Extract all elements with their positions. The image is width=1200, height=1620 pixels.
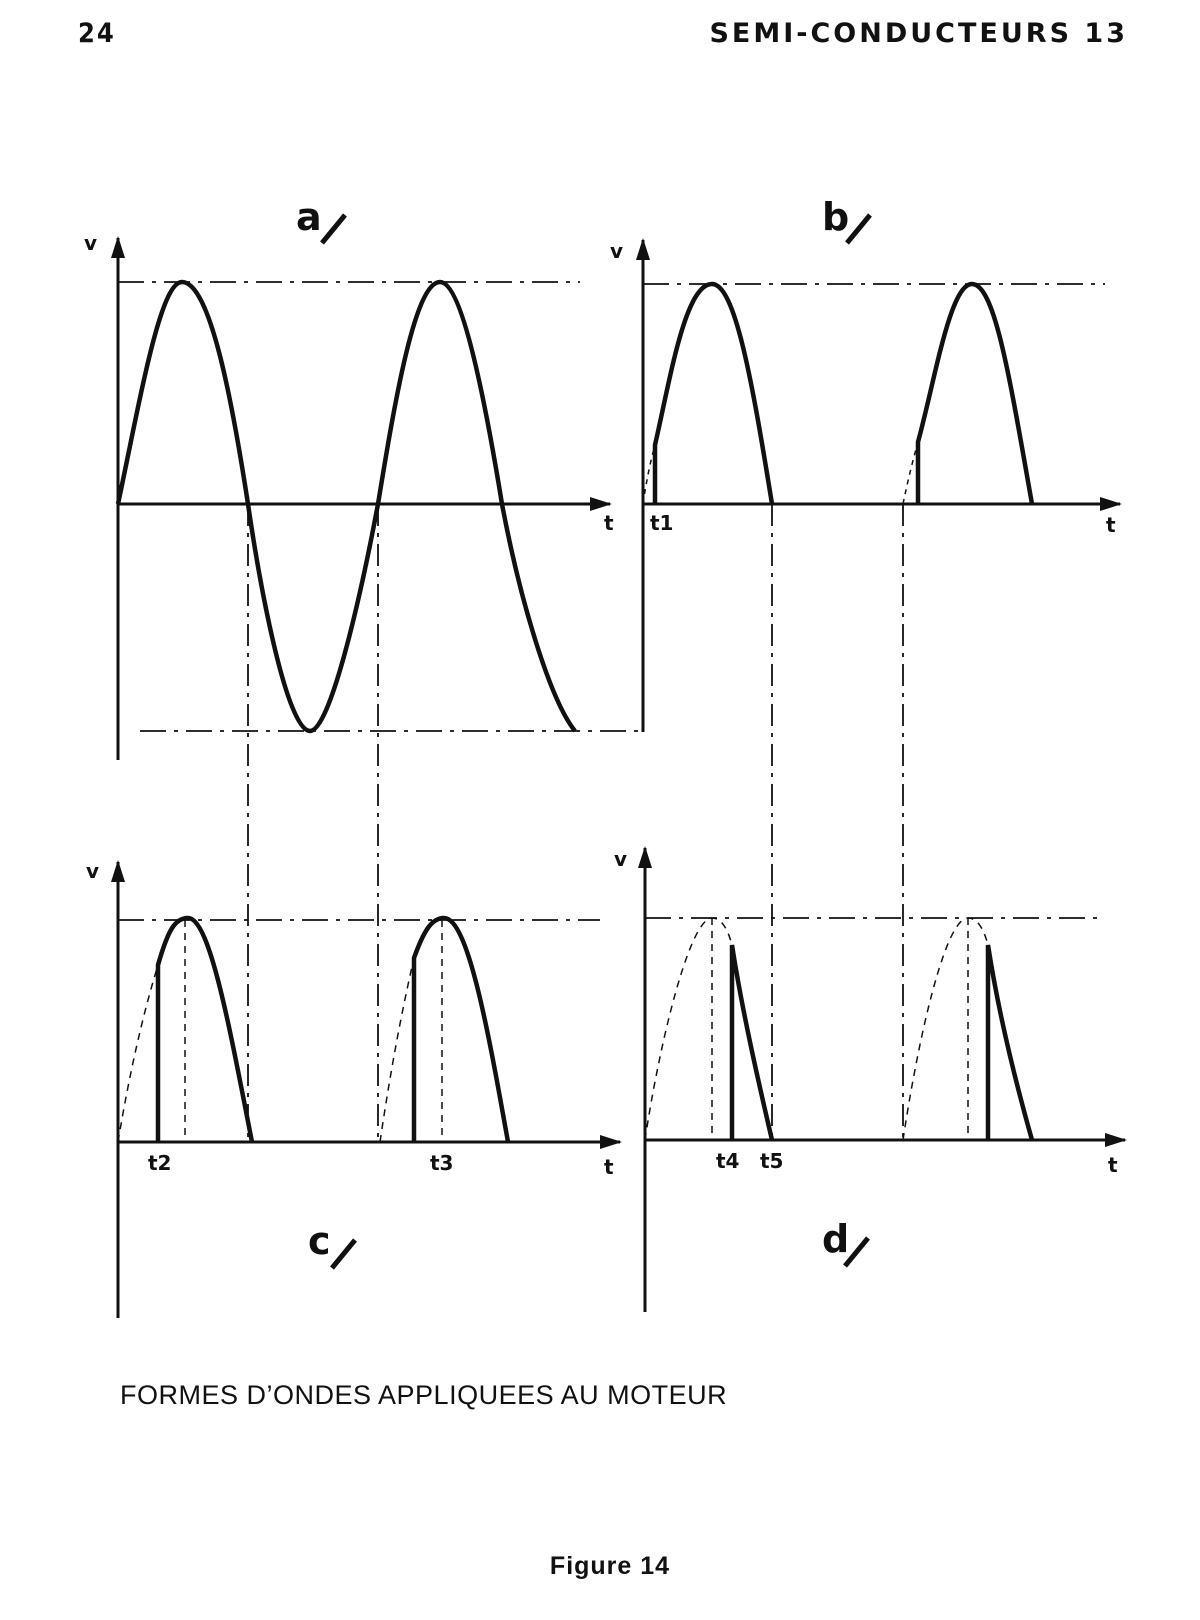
panel-c-x-label: t <box>604 1155 614 1179</box>
panel-d-y-label: v <box>614 847 628 871</box>
panel-d <box>645 848 1125 1312</box>
tick-t1: t1 <box>650 511 674 535</box>
tick-t4: t4 <box>716 1149 740 1173</box>
panel-c-pulse-1 <box>158 918 252 1142</box>
figure-label: Figure 14 <box>549 1552 671 1580</box>
panel-b-label: b <box>822 195 850 239</box>
panel-d-pulse-1 <box>732 945 772 1140</box>
panel-d-x-label: t <box>1108 1153 1118 1177</box>
panel-b <box>643 240 1120 732</box>
panel-c <box>118 862 620 1318</box>
panel-a-label-slash <box>322 215 345 243</box>
panel-d-label: d <box>822 1217 850 1261</box>
panel-c-dashed-onset-1 <box>118 965 158 1142</box>
projection-lines <box>248 504 903 1142</box>
panel-a-sine-wave <box>118 282 575 731</box>
panel-c-label-slash <box>332 1240 355 1268</box>
panel-a-label: a <box>296 195 322 239</box>
panel-b-pulse-1 <box>655 284 772 504</box>
tick-t2: t2 <box>148 1151 172 1175</box>
panel-d-dashed-curve-1 <box>645 918 732 1140</box>
panel-d-pulse-2 <box>988 945 1032 1140</box>
panel-c-pulse-2 <box>414 918 508 1142</box>
panel-b-pulse-2 <box>918 284 1032 504</box>
panel-c-label: c <box>308 1219 331 1263</box>
panel-c-y-label: v <box>86 859 100 883</box>
tick-t5: t5 <box>760 1149 784 1173</box>
panel-b-x-label: t <box>1106 513 1116 537</box>
panel-c-dashed-onset-2 <box>380 958 414 1142</box>
figure-caption: FORMES D’ONDES APPLIQUEES AU MOTEUR <box>120 1380 728 1410</box>
tick-t3: t3 <box>430 1151 454 1175</box>
page-number: 24 <box>78 18 116 49</box>
panel-d-dashed-curve-2 <box>903 918 988 1140</box>
panel-b-label-slash <box>847 215 870 243</box>
panel-a-x-label: t <box>604 511 614 535</box>
running-title: SEMI-CONDUCTEURS 13 <box>709 18 1128 49</box>
panel-a <box>118 238 640 760</box>
panel-b-y-label: v <box>610 239 624 263</box>
panel-a-y-label: v <box>84 231 98 255</box>
